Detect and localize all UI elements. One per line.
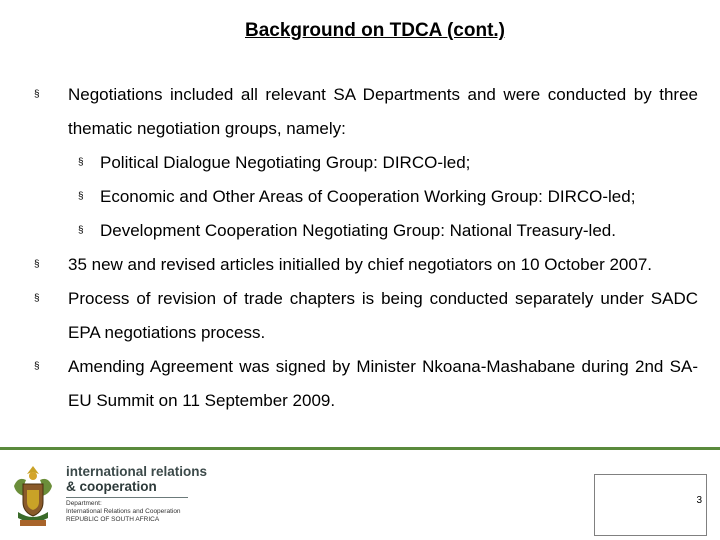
logo-rule	[66, 497, 188, 498]
sub-bullet-marker: §	[78, 191, 84, 202]
sub-bullet-text: Development Cooperation Negotiating Group: National Treasury-led.	[100, 221, 616, 240]
bullet-item	[0, 248, 720, 282]
department-logo	[66, 464, 208, 524]
footer-divider	[0, 447, 720, 450]
footer	[0, 452, 720, 540]
bullet-text: Amending Agreement was signed by Minister Nkoana-Mashabane during 2nd SA-EU Summit on 11 September 2009.	[68, 357, 698, 410]
bullet-marker: §	[34, 259, 40, 270]
bullet-item	[0, 282, 720, 350]
bullet-list	[0, 78, 720, 418]
page-number: 3	[696, 495, 702, 506]
sub-bullet-text: Political Dialogue Negotiating Group: DIRCO-led;	[100, 153, 471, 172]
sub-bullet-text: Economic and Other Areas of Cooperation Working Group: DIRCO-led;	[100, 187, 636, 206]
bullet-text: 35 new and revised articles initialled by chief negotiators on 10 October 2007.	[68, 255, 653, 274]
coat-of-arms-icon	[8, 462, 58, 532]
logo-line-2: & cooperation	[66, 479, 157, 494]
sub-bullet-marker: §	[78, 157, 84, 168]
bullet-item	[0, 78, 720, 146]
bullet-text: Negotiations included all relevant SA Departments and were conducted by three thematic negotiation groups, namely:	[68, 85, 698, 138]
bullet-text: Process of revision of trade chapters is being conducted separately under SADC EPA negotiations process.	[68, 289, 698, 342]
sub-bullet-item	[0, 180, 720, 214]
dept-label: Department:	[66, 500, 102, 507]
dept-name: International Relations and Cooperation	[66, 508, 181, 515]
logo-line-1: international relations	[66, 464, 208, 479]
sub-bullet-item	[0, 146, 720, 180]
slide-title: Background on TDCA (cont.)	[245, 20, 505, 41]
sub-bullet-marker: §	[78, 225, 84, 236]
sub-bullet-item	[0, 214, 720, 248]
country-name: REPUBLIC OF SOUTH AFRICA	[66, 516, 160, 523]
bullet-item	[0, 350, 720, 418]
bullet-marker: §	[34, 89, 40, 100]
bullet-marker: §	[34, 293, 40, 304]
page-number-box	[594, 474, 707, 536]
bullet-marker: §	[34, 361, 40, 372]
